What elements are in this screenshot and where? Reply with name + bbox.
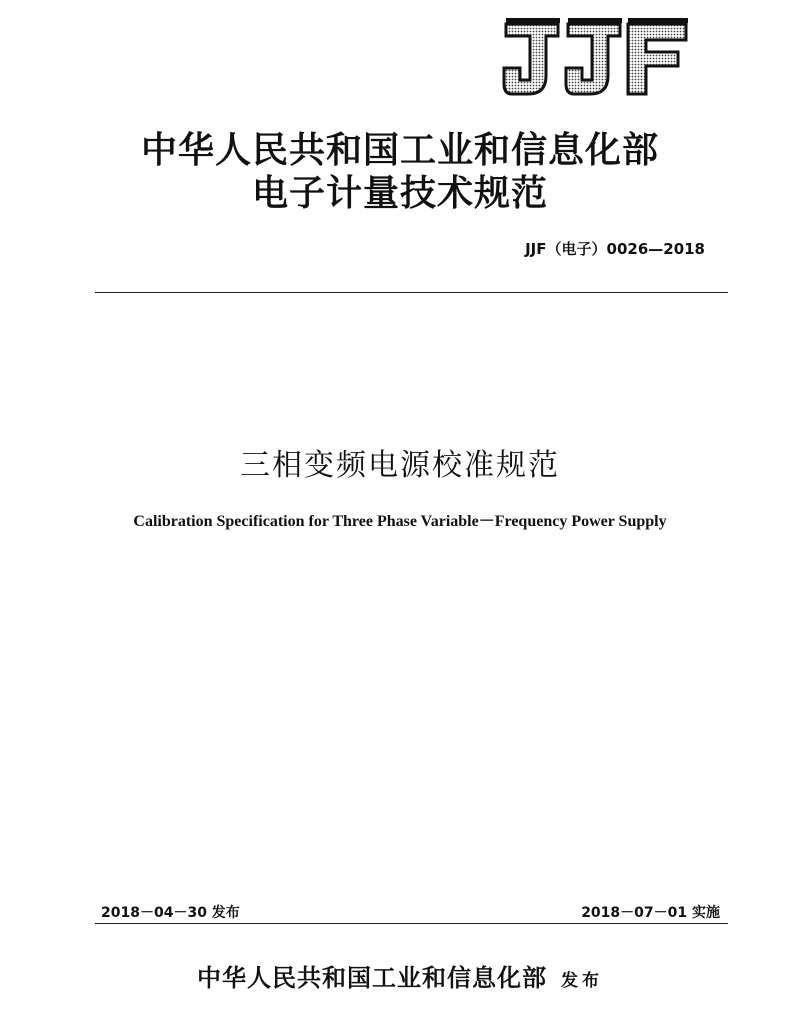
ministry-title: 中华人民共和国工业和信息化部 [140,129,659,171]
implementation-date: 2018－07－01 实施 [581,905,720,921]
issuer-name: 中华人民共和国工业和信息化部 [197,963,547,992]
document-title-english: Calibration Specification for Three Phase Variable－Frequency Power Supply [133,513,667,530]
specification-category: 电子计量技术规范 [251,172,548,214]
issue-date: 2018－04－30 发布 [101,905,240,921]
document-title-chinese: 三相变频电源校准规范 [240,448,560,483]
issuer-suffix: 发布 [561,971,603,991]
issuing-authority [0,958,800,993]
bottom-divider [95,923,728,924]
top-divider [95,292,728,293]
jjf-logo [502,18,690,100]
standard-number: JJF（电子）0026—2018 [525,240,705,258]
